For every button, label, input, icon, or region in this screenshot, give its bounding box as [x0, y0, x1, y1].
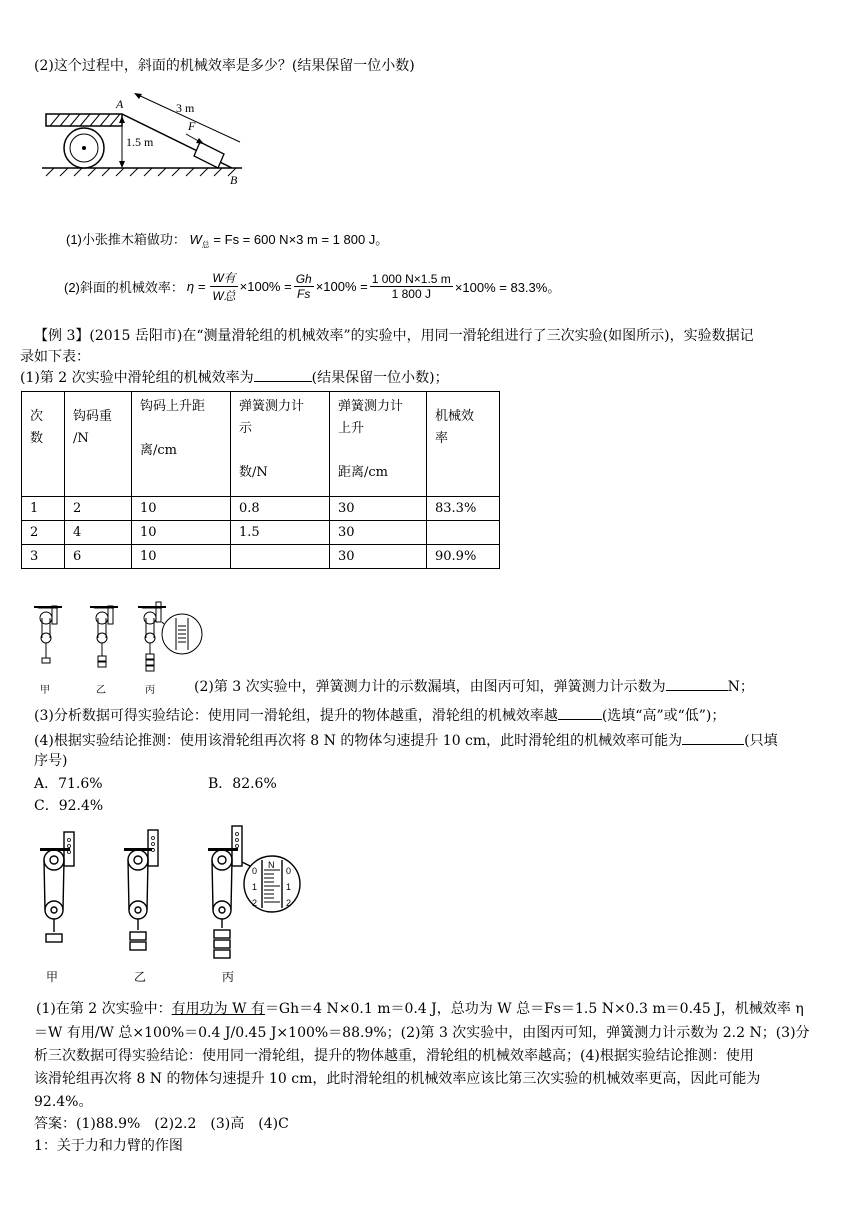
scale-mark-1-left: 1	[252, 882, 258, 892]
table-cell: 10	[132, 497, 231, 521]
table-cell: 10	[132, 545, 231, 569]
large-caption-bing: 丙	[222, 970, 235, 984]
scale-mark-2-right: 2	[286, 898, 292, 908]
section-title: 1：关于力和力臂的作图	[34, 1138, 183, 1154]
example-3-intro-line-1: 【例 3】(2015 岳阳市)在“测量滑轮组的机械效率”的实验中，用同一滑轮组进行了三次实验(如图所示)，实验数据记	[34, 328, 754, 344]
question-1: (1)第 2 次实验中滑轮组的机械效率为 (结果保留一位小数)；	[20, 367, 449, 388]
label-A: A	[116, 97, 124, 111]
header-spring-rise: 弹簧测力计 上升 距离/cm	[330, 392, 427, 497]
label-height: 1.5 m	[126, 135, 154, 149]
header-hook-weight: 钩码重 /N	[65, 392, 132, 497]
table-cell: 1	[22, 497, 65, 521]
solution-line-1: (1)小张推木箱做功： $W_总 = Fs = 600$ N×3 m = 1 800 J。	[66, 232, 389, 250]
header-trial-number: 次 数	[22, 392, 65, 497]
experiment-data-table	[21, 391, 500, 569]
scale-mark-0-left: 0	[252, 866, 258, 876]
table-cell: 0.8	[231, 497, 330, 521]
table-cell: 2	[65, 497, 132, 521]
table-row	[22, 497, 500, 521]
scale-unit: N	[268, 860, 275, 870]
label-B: B	[230, 173, 238, 187]
table-cell: 6	[65, 545, 132, 569]
pulley-figure-large	[36, 822, 306, 982]
explanation-line-4: 该滑轮组再次将 8 N 的物体匀速提升 10 cm，此时滑轮组的机械效率应该比第三次实验的机械效率更高，因此可能为	[34, 1071, 761, 1087]
label-F: F	[188, 119, 196, 133]
question-2-prompt: (2)这个过程中，斜面的机械效率是多少？(结果保留一位小数)	[34, 58, 415, 74]
answer-blank-1[interactable]	[254, 367, 312, 382]
answer-blank-4[interactable]	[682, 730, 744, 745]
header-hook-rise: 钩码上升距 离/cm	[132, 392, 231, 497]
explanation-line-3: 析三次数据可得实验结论：使用同一滑轮组，提升的物体越重，滑轮组的机械效率越高；(4)根据实验结论推测：使用	[34, 1048, 754, 1064]
table-header-row	[22, 392, 500, 497]
explanation-line-1: (1)在第 2 次实验中：有用功为 W 有＝Gh＝4 N×0.1 m＝0.4 J，总功为 W 总＝Fs＝1.5 N×0.3 m＝0.45 J，机械效率 η	[36, 1001, 804, 1017]
table-cell: 10	[132, 521, 231, 545]
table-cell: 2	[22, 521, 65, 545]
explanation-line-5: 92.4%。	[34, 1094, 93, 1110]
scale-mark-1-right: 1	[286, 882, 292, 892]
question-4-line-2: 序号)	[34, 753, 68, 769]
table-cell: 3	[22, 545, 65, 569]
question-4-line-1: (4)根据实验结论推测：使用该滑轮组再次将 8 N 的物体匀速提升 10 cm，此时滑轮组的机械效率可能为 (只填	[34, 730, 778, 751]
explanation-line-2: ＝W 有用/W 总×100%＝0.4 J/0.45 J×100%＝88.9%；(2)第 3 次实验中，由图丙可知，弹簧测力计示数为 2.2 N；(3)分	[34, 1025, 810, 1041]
question-3: (3)分析数据可得实验结论：使用同一滑轮组，提升的物体越重，滑轮组的机械效率越 (选填“高”或“低”)；	[34, 705, 725, 726]
example-3-intro-line-2: 录如下表：	[20, 349, 90, 365]
table-cell: 83.3%	[427, 497, 500, 521]
option-c[interactable]: C．92.4%	[34, 798, 104, 814]
table-cell: 30	[330, 545, 427, 569]
scale-mark-2-left: 2	[252, 898, 258, 908]
table-cell	[231, 545, 330, 569]
option-b[interactable]: B．82.6%	[208, 776, 277, 792]
answer-blank-3[interactable]	[558, 705, 602, 720]
small-caption-bing: 丙	[145, 685, 155, 696]
label-length: 3 m	[176, 101, 195, 115]
table-cell	[427, 521, 500, 545]
table-cell: 30	[330, 497, 427, 521]
large-caption-jia: 甲	[46, 970, 59, 984]
table-cell: 4	[65, 521, 132, 545]
table-row	[22, 545, 500, 569]
large-caption-yi: 乙	[134, 970, 147, 984]
table-cell: 1.5	[231, 521, 330, 545]
table-row	[22, 521, 500, 545]
solution-line-2: (2)斜面的机械效率： η = W有 W总 ×100% = $\frac{Gh}{Fs}$ ×100% = $\frac{1 000 N\times 1.5 m}{1 800 J}$ ×100% = 83.3%。	[64, 270, 561, 303]
scale-mark-0-right: 0	[286, 866, 292, 876]
question-2: (2)第 3 次实验中，弹簧测力计的示数漏填，由图丙可知，弹簧测力计示数为 N；	[194, 676, 754, 697]
answer-summary: 答案：(1)88.9% (2)2.2 (3)高 (4)C	[34, 1116, 289, 1132]
header-efficiency: 机械效 率	[427, 392, 500, 497]
incline-diagram	[36, 88, 256, 188]
small-caption-yi: 乙	[96, 685, 106, 696]
pulley-figure-small	[30, 596, 206, 694]
option-a[interactable]: A．71.6%	[34, 776, 103, 792]
small-caption-jia: 甲	[40, 685, 50, 696]
table-cell: 30	[330, 521, 427, 545]
header-spring-reading: 弹簧测力计 示 数/N	[231, 392, 330, 497]
answer-blank-2[interactable]	[666, 676, 728, 691]
table-cell: 90.9%	[427, 545, 500, 569]
